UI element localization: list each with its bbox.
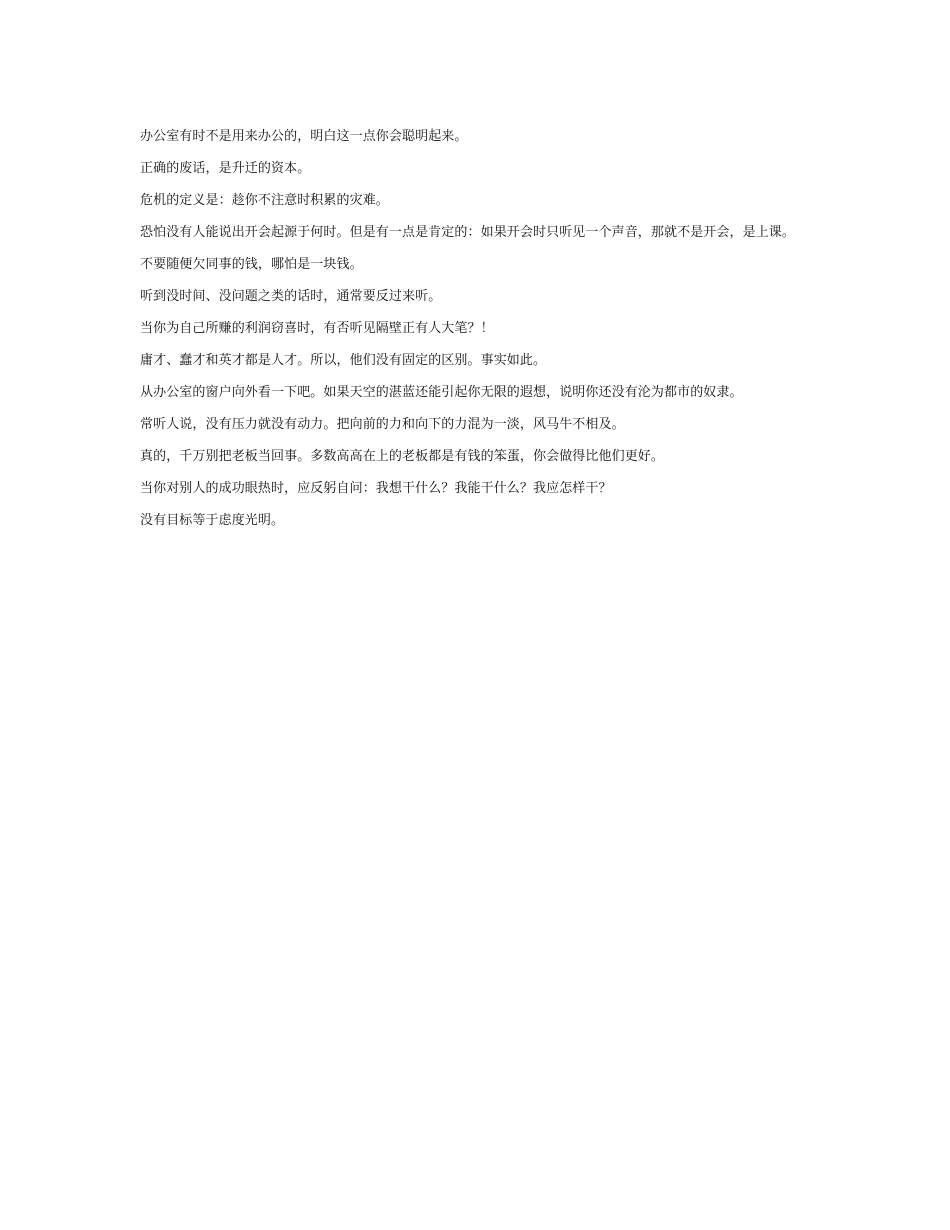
paragraph-12: 当你对别人的成功眼热时，应反躬自问：我想干什么？我能干什么？我应怎样干？ — [140, 481, 612, 496]
paragraph-4: 恐怕没有人能说出开会起源于何时。但是有一点是肯定的：如果开会时只听见一个声音，那就不是开会，是上课。 — [140, 225, 796, 240]
paragraph-1: 办公室有时不是用来办公的，明白这一点你会聪明起来。 — [140, 129, 468, 144]
paragraph-9: 从办公室的窗户向外看一下吧。如果天空的湛蓝还能引起你无限的遐想，说明你还没有沦为都市的奴隶。 — [140, 385, 743, 400]
document-page — [140, 129, 804, 545]
paragraph-7: 当你为自己所赚的利润窃喜时，有否听见隔壁正有人大笔？！ — [140, 321, 494, 336]
paragraph-11: 真的，千万别把老板当回事。多数高高在上的老板都是有钱的笨蛋，你会做得比他们更好。 — [140, 449, 665, 464]
paragraph-8: 庸才、蠢才和英才都是人才。所以，他们没有固定的区别。事实如此。 — [140, 353, 547, 368]
paragraph-10: 常听人说，没有压力就没有动力。把向前的力和向下的力混为一淡，风马牛不相及。 — [140, 417, 625, 432]
paragraph-6: 听到没时间、没问题之类的话时，通常要反过来听。 — [140, 289, 442, 304]
paragraph-5: 不要随便欠同事的钱，哪怕是一块钱。 — [140, 257, 363, 272]
paragraph-13: 没有目标等于虑度光明。 — [140, 513, 285, 528]
paragraph-2: 正确的废话，是升迁的资本。 — [140, 161, 311, 176]
paragraph-3: 危机的定义是：趁你不注意时积累的灾难。 — [140, 193, 389, 208]
